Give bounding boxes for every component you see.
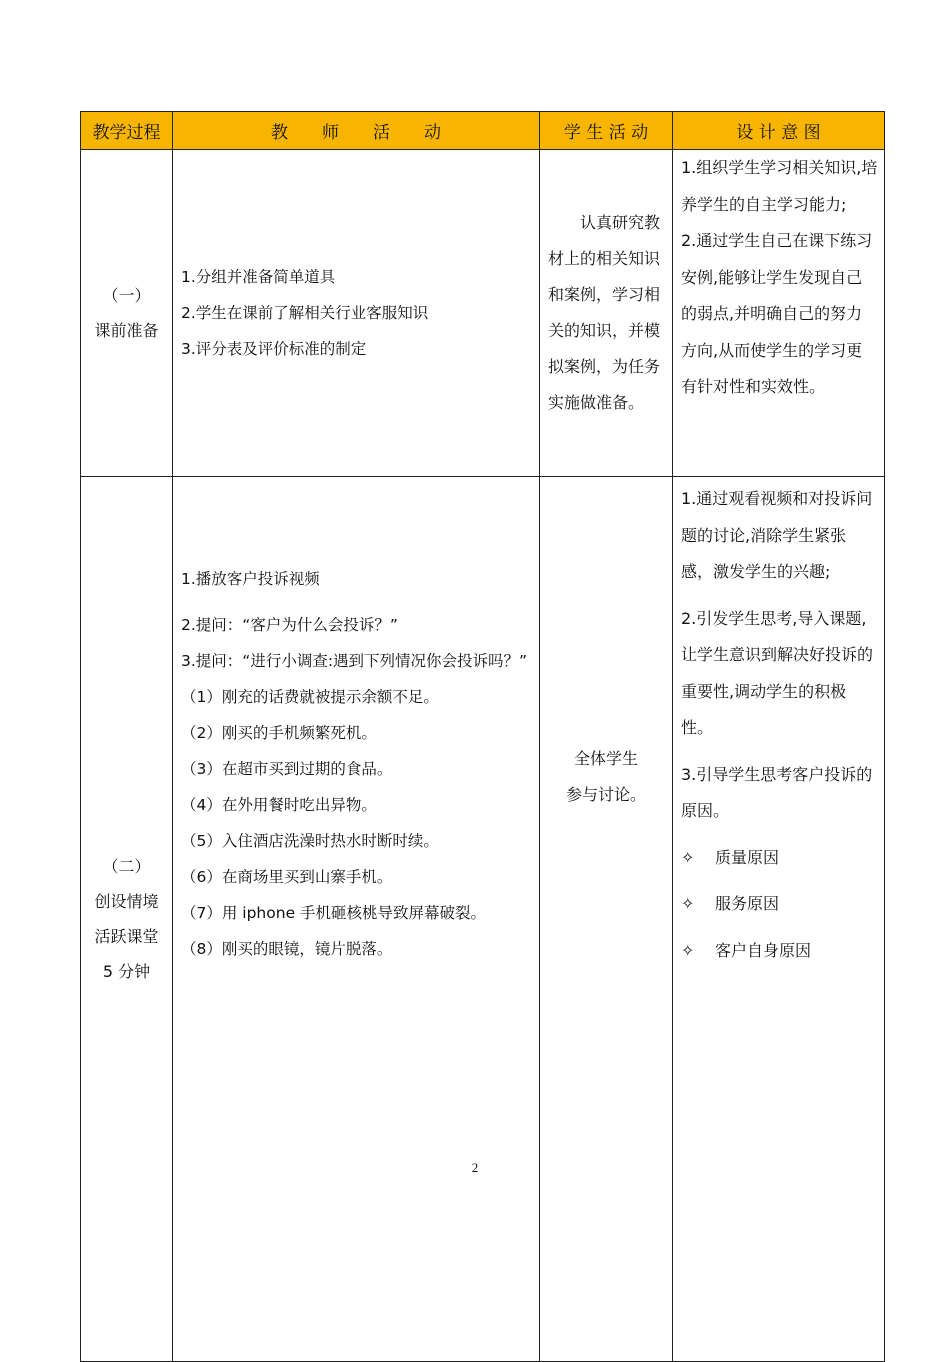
stage-cell	[81, 150, 173, 477]
student-activity-cell: 认真研究教材上的相关知识和案例，学习相关的知识，并模拟案例，为任务实施做准备。	[540, 150, 673, 477]
design-intent-cell	[673, 477, 885, 1362]
table-row	[81, 150, 885, 477]
stage-cell	[81, 477, 173, 1362]
list-item: 3.评分表及评价标准的制定	[181, 340, 367, 358]
sparkle-bullet-icon: ✧	[681, 847, 695, 867]
list-item: 2.学生在课前了解相关行业客服知识	[181, 304, 429, 322]
list-item: 1.分组并准备简单道具	[181, 268, 336, 286]
table-row	[81, 477, 885, 1362]
stage-time: 5 分钟	[102, 962, 151, 981]
teacher-intro	[181, 561, 539, 679]
design-intent-cell	[673, 150, 885, 477]
bullet-item	[681, 933, 878, 970]
page-number: 2	[471, 1160, 479, 1175]
list-item: （8）刚买的眼镜，镜片脱落。	[181, 940, 393, 958]
list-item: 2.提问：“客户为什么会投诉？”	[181, 616, 398, 634]
list-item: （4）在外用餐时吃出异物。	[181, 796, 377, 814]
list-item: 3.提问：“进行小调查:遇到下列情况你会投诉吗？”	[181, 652, 528, 670]
header-row	[81, 112, 885, 150]
list-item: （2）刚买的手机频繁死机。	[181, 724, 377, 742]
stage-name: 创设情境	[94, 892, 159, 911]
student-line: 全体学生	[573, 749, 638, 768]
bullet-item	[681, 840, 878, 877]
design-paragraph: 2.引发学生思考,导入课题,让学生意识到解决好投诉的重要性,调动学生的积极性。	[681, 608, 874, 737]
teacher-activity-cell	[173, 150, 540, 477]
list-item: （3）在超市买到过期的食品。	[181, 760, 393, 778]
list-item: （6）在商场里买到山寨手机。	[181, 868, 393, 886]
sparkle-bullet-icon: ✧	[681, 940, 695, 960]
bullet-text: 客户自身原因	[715, 940, 812, 960]
stage-number: （二）	[102, 857, 151, 876]
survey-list	[181, 679, 539, 967]
design-paragraph: 2.通过学生自己在课下练习安例,能够让学生发现自己的弱点,并明确自己的努力方向,从而使学生的学习更有针对性和实效性。	[681, 231, 873, 396]
sparkle-bullet-icon: ✧	[681, 894, 695, 913]
stage-name: 课前准备	[94, 321, 159, 340]
student-activity-cell	[540, 477, 673, 1362]
design-paragraph: 3.引导学生思考客户投诉的原因。	[681, 764, 873, 820]
header-student: 学 生 活 动	[540, 112, 673, 150]
list-item: 1.播放客户投诉视频	[181, 570, 320, 588]
header-teacher: 教 师 活 动	[173, 112, 540, 150]
list-item: （1）刚充的话费就被提示余额不足。	[181, 688, 439, 706]
stage-number: （一）	[102, 286, 151, 305]
bullet-text: 质量原因	[715, 847, 780, 867]
bullet-text: 服务原因	[715, 894, 780, 913]
list-item: （5）入住酒店洗澡时热水时断时续。	[181, 832, 439, 850]
design-paragraph: 1.组织学生学习相关知识,培养学生的自主学习能力;	[681, 158, 878, 214]
bullet-item	[681, 886, 878, 923]
list-item: （7）用 iphone 手机砸核桃导致屏幕破裂。	[181, 904, 487, 922]
teacher-activity-cell	[173, 477, 540, 1362]
design-paragraph: 1.通过观看视频和对投诉问题的讨论,消除学生紧张感，激发学生的兴趣;	[681, 489, 873, 581]
header-design: 设 计 意 图	[673, 112, 885, 150]
student-line: 参与讨论。	[565, 785, 646, 804]
stage-subtitle: 活跃课堂	[94, 927, 159, 946]
header-process: 教学过程	[81, 112, 173, 150]
